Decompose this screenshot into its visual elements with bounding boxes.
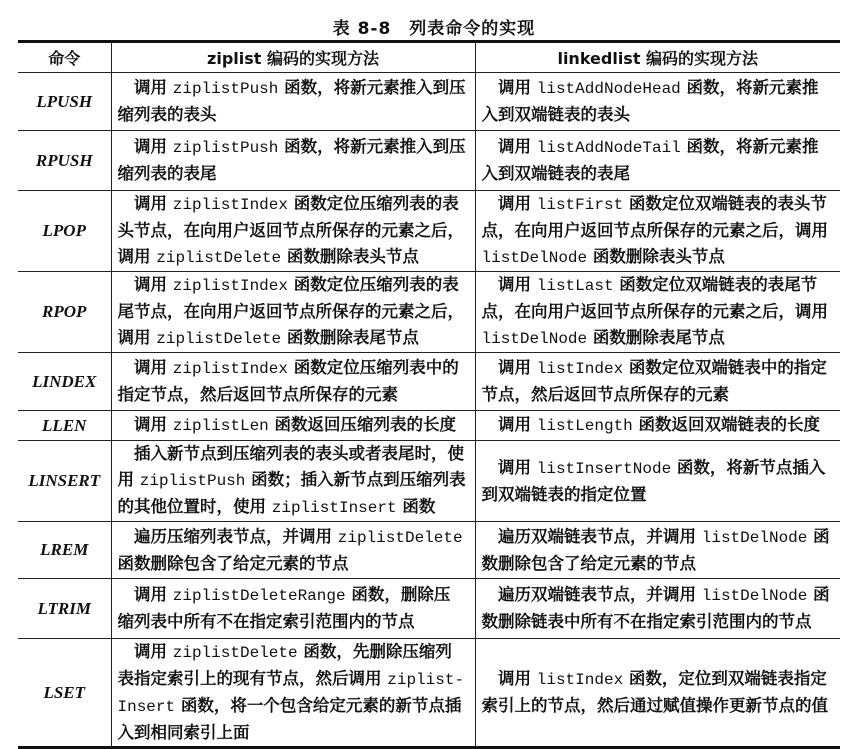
function-name: listAddNodeHead <box>536 80 681 98</box>
text-line <box>482 75 835 102</box>
table-row <box>18 191 840 272</box>
function-name: listDelNode <box>481 330 588 348</box>
table-row <box>18 411 840 441</box>
text-line <box>118 134 469 161</box>
linkedlist-implementation <box>475 441 840 522</box>
function-name: ziplistPush <box>172 80 279 98</box>
text-line <box>118 693 469 720</box>
text-line <box>482 693 835 719</box>
text-segment: 的其他位置时，使用 <box>117 497 272 516</box>
linkedlist-implementation <box>475 522 840 579</box>
text-segment: 遍历压缩列表节点，并调用 <box>117 526 338 546</box>
text-line <box>482 134 835 161</box>
function-name: listDelNode <box>701 587 808 605</box>
text-line <box>118 218 469 244</box>
text-segment: 函数，将新元素推 <box>680 137 819 156</box>
text-segment: 调用 <box>481 194 537 213</box>
function-name: ziplistDelete <box>156 330 282 348</box>
text-segment: 缩列表的表头 <box>117 105 217 124</box>
text-segment: 函数删除包含了给定元素的节点 <box>117 553 349 573</box>
text-segment: 尾节点，在向用户返回节点所保存的元素之后， <box>117 302 464 321</box>
function-name: ziplistIndex <box>172 196 288 214</box>
linkedlist-implementation <box>475 131 840 191</box>
text-segment: 遍历双端链表节点，并调用 <box>481 585 702 604</box>
ziplist-implementation <box>111 579 475 639</box>
ziplist-implementation <box>111 353 475 411</box>
text-segment: 调用 <box>481 669 537 688</box>
text-segment: 函数返回压缩列表的长度 <box>268 415 457 434</box>
linkedlist-implementation <box>475 411 840 441</box>
list-commands-table <box>18 40 840 749</box>
text-segment: 缩列表中所有不在指定索引范围内的节点 <box>117 612 415 631</box>
text-segment: 函数 <box>396 497 436 516</box>
function-name: ziplistInsert <box>271 499 397 517</box>
function-name: ziplistLen <box>172 417 269 435</box>
linkedlist-implementation <box>475 272 840 353</box>
function-name: Insert <box>117 698 176 716</box>
ziplist-implementation <box>111 73 475 131</box>
text-line <box>482 582 835 609</box>
ziplist-implementation <box>111 131 475 191</box>
function-name: listDelNode <box>701 528 808 547</box>
table-caption: 表 8-8 列表命令的实现 <box>332 19 536 39</box>
text-segment: 点，在向用户返回节点所保存的元素之后，调用 <box>481 221 828 240</box>
text-segment: 入到双端链表的表尾 <box>481 164 630 183</box>
text-segment: 指定节点，然后返回节点所保存的元素 <box>117 385 398 404</box>
text-segment: 函数；插入新节点到压缩列表 <box>245 470 466 489</box>
text-segment: 入到相同索引上面 <box>117 723 250 742</box>
text-line <box>482 325 835 352</box>
text-line <box>118 639 469 666</box>
table-row <box>18 639 840 748</box>
text-line <box>118 441 469 467</box>
table-header-row <box>18 42 840 73</box>
command-name: LINDEX <box>18 353 111 411</box>
text-line <box>482 412 835 439</box>
function-name: ziplistDelete <box>337 528 463 547</box>
command-name: RPOP <box>18 272 111 353</box>
command-name: LTRIM <box>18 579 111 639</box>
text-line <box>482 524 835 551</box>
function-name: ziplistIndex <box>172 360 288 378</box>
text-segment: 函数，将一个包含给定元素的新节点插 <box>175 696 462 715</box>
linkedlist-implementation <box>475 579 840 639</box>
text-line <box>118 75 469 102</box>
function-name: listFirst <box>536 196 624 214</box>
command-name: LPUSH <box>18 73 111 131</box>
text-line <box>118 666 469 693</box>
text-segment: 函数删除表头节点 <box>587 247 725 266</box>
text-line <box>118 582 469 609</box>
text-line <box>118 244 469 271</box>
text-line <box>118 299 469 325</box>
linkedlist-implementation <box>475 639 840 748</box>
function-name: ziplistDeleteRange <box>172 587 346 605</box>
table-row <box>18 522 840 579</box>
text-segment: 函数删除表尾节点 <box>281 328 419 347</box>
function-name: ziplistPush <box>172 139 279 157</box>
text-line <box>118 720 469 746</box>
text-line <box>482 191 835 218</box>
text-line <box>482 455 835 482</box>
text-line <box>118 551 469 577</box>
text-segment: 到双端链表的指定位置 <box>481 484 647 504</box>
function-name: ziplist- <box>387 671 465 689</box>
text-segment: 调用 <box>481 78 537 97</box>
header-linkedlist: linkedlist 编码的实现方法 <box>475 42 840 73</box>
command-name: LINSERT <box>18 441 111 522</box>
text-segment: 表指定索引上的现有节点，然后调用 <box>117 669 388 688</box>
table-row <box>18 131 840 191</box>
command-name: RPUSH <box>18 131 111 191</box>
text-line <box>118 191 469 218</box>
text-line <box>482 161 835 187</box>
table-row <box>18 73 840 131</box>
ziplist-implementation <box>111 522 475 579</box>
table-row <box>18 441 840 522</box>
text-line <box>482 355 835 382</box>
text-line <box>482 272 835 299</box>
text-segment: 函数，将新元素推入到压 <box>278 78 466 97</box>
text-segment: 调用 <box>481 137 537 156</box>
ziplist-implementation <box>111 272 475 353</box>
table-row <box>18 272 840 353</box>
command-name: LPOP <box>18 191 111 272</box>
text-line <box>118 272 469 299</box>
text-line <box>118 467 469 494</box>
text-line <box>118 494 469 521</box>
text-segment: 函数删除表尾节点 <box>587 328 725 347</box>
function-name: listDelNode <box>481 249 588 267</box>
text-segment: 函数定位压缩列表的表 <box>287 194 459 213</box>
text-segment: 调用 <box>117 358 173 377</box>
text-line <box>482 609 835 635</box>
function-name: listLength <box>536 417 633 435</box>
text-line <box>118 609 469 635</box>
text-segment: 函数返回双端链表的长度 <box>632 415 821 434</box>
linkedlist-implementation <box>475 73 840 131</box>
table-row <box>18 579 840 639</box>
text-segment: 用 <box>117 470 140 489</box>
text-line <box>118 102 469 128</box>
ziplist-implementation <box>111 411 475 441</box>
text-segment: 函数定位双端链表的表头节 <box>623 194 827 213</box>
command-name: LREM <box>18 522 111 579</box>
text-segment: 调用 <box>481 275 537 294</box>
text-line <box>482 244 835 271</box>
ziplist-implementation <box>111 639 475 748</box>
function-name: listIndex <box>536 671 624 689</box>
text-segment: 头节点，在向用户返回节点所保存的元素之后， <box>117 221 464 240</box>
text-line <box>482 218 835 244</box>
ziplist-implementation <box>111 191 475 272</box>
command-name: LLEN <box>18 411 111 441</box>
text-line <box>482 482 835 508</box>
text-segment: 函数，将新节点插入 <box>671 457 826 477</box>
text-segment: 函 <box>807 585 830 604</box>
text-segment: 函数定位双端链表中的指定 <box>623 358 827 377</box>
text-line <box>482 666 835 693</box>
text-line <box>118 161 469 187</box>
linkedlist-implementation <box>475 353 840 411</box>
text-segment: 插入新节点到压缩列表的表头或者表尾时，使 <box>117 444 464 463</box>
text-segment: 函数定位双端链表的表尾节 <box>613 275 818 294</box>
text-segment: 入到双端链表的表头 <box>481 105 630 124</box>
text-segment: 函数，定位到双端链表指定 <box>623 669 827 688</box>
text-segment: 调用 <box>117 194 173 213</box>
text-segment: 调用 <box>117 642 173 661</box>
text-segment: 节点，然后返回节点所保存的元素 <box>481 385 729 404</box>
text-segment: 调用 <box>481 415 537 434</box>
function-name: ziplistPush <box>139 472 246 490</box>
text-line <box>118 524 469 551</box>
function-name: listLast <box>536 277 614 295</box>
text-segment: 调用 <box>481 358 537 377</box>
function-name: listInsertNode <box>536 459 672 478</box>
linkedlist-implementation <box>475 191 840 272</box>
function-name: ziplistIndex <box>172 277 288 295</box>
text-line <box>118 382 469 408</box>
text-line <box>118 325 469 352</box>
text-segment: 函数，将新元素推入到压 <box>278 137 466 156</box>
function-name: listAddNodeTail <box>536 139 681 157</box>
text-line <box>482 551 835 577</box>
text-segment: 函数定位压缩列表中的 <box>287 358 459 377</box>
table-row <box>18 353 840 411</box>
text-segment: 调用 <box>481 457 537 477</box>
text-segment: 数删除链表中所有不在指定索引范围内的节点 <box>481 612 812 631</box>
header-ziplist: ziplist 编码的实现方法 <box>111 42 475 73</box>
text-segment: 点，在向用户返回节点所保存的元素之后，调用 <box>481 302 828 321</box>
text-segment: 函数定位压缩列表的表 <box>287 275 459 294</box>
text-segment: 调用 <box>117 415 173 434</box>
text-segment: 调用 <box>117 328 157 347</box>
text-segment: 缩列表的表尾 <box>117 164 217 183</box>
text-line <box>118 412 469 439</box>
text-segment: 调用 <box>117 247 157 266</box>
header-command: 命令 <box>18 42 111 73</box>
text-line <box>482 382 835 408</box>
text-line <box>118 355 469 382</box>
text-segment: 遍历双端链表节点，并调用 <box>481 526 702 546</box>
function-name: ziplistDelete <box>156 249 282 267</box>
text-line <box>482 102 835 128</box>
text-segment: 索引上的节点，然后通过赋值操作更新节点的值 <box>481 696 828 715</box>
text-line <box>482 299 835 325</box>
function-name: ziplistDelete <box>172 644 298 662</box>
text-segment: 函数删除表头节点 <box>281 247 419 266</box>
text-segment: 数删除包含了给定元素的节点 <box>481 553 696 573</box>
text-segment: 调用 <box>117 585 173 604</box>
text-segment: 函数，将新元素推 <box>680 78 819 97</box>
command-name: LSET <box>18 639 111 748</box>
text-segment: 函数，先删除压缩列 <box>297 642 452 661</box>
text-segment: 函数，删除压 <box>345 585 451 604</box>
ziplist-implementation <box>111 441 475 522</box>
text-segment: 调用 <box>117 275 173 294</box>
function-name: listIndex <box>536 360 624 378</box>
text-segment: 函 <box>807 526 830 546</box>
text-segment: 调用 <box>117 78 173 97</box>
text-segment: 调用 <box>117 137 173 156</box>
